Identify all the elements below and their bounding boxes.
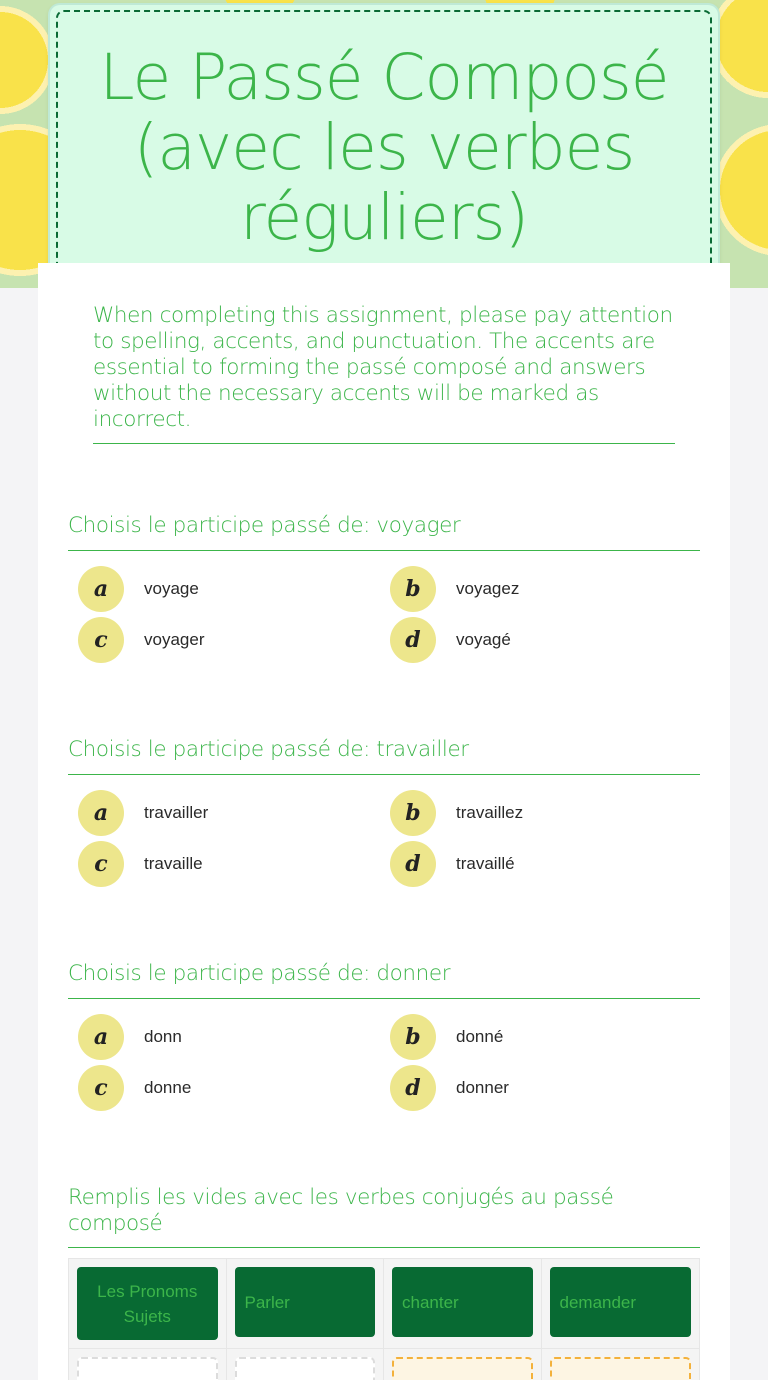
options-group: [68, 790, 700, 900]
worksheet-content: [38, 263, 730, 1380]
question-2: [68, 737, 700, 900]
option-label: voyagé: [456, 630, 511, 649]
option-label: travaillez: [456, 803, 524, 822]
option-letter-badge: c: [78, 1065, 124, 1111]
fill-in-title: Remplis les vides avec les verbes conjugés au passé composé: [68, 1185, 614, 1236]
option-label: donne: [144, 1078, 192, 1097]
option-c[interactable]: [68, 841, 368, 887]
answer-input[interactable]: [235, 1357, 376, 1380]
option-letter-badge: b: [390, 566, 436, 612]
options-group: [68, 1014, 700, 1124]
option-c[interactable]: [68, 1065, 368, 1111]
question-3: [68, 961, 700, 1124]
table-header-cell: [384, 1259, 542, 1349]
header-banner: [0, 0, 768, 288]
answer-input[interactable]: [550, 1357, 692, 1380]
option-label: donner: [456, 1078, 509, 1097]
option-label: donné: [456, 1027, 504, 1046]
option-letter-badge: c: [78, 617, 124, 663]
option-a[interactable]: [68, 1014, 368, 1060]
table-header-cell: [227, 1259, 385, 1349]
option-letter-badge: d: [390, 617, 436, 663]
option-b[interactable]: [380, 1014, 680, 1060]
option-letter-badge: d: [390, 841, 436, 887]
table-header-cell: [69, 1259, 227, 1349]
fill-in-section: [68, 1185, 700, 1380]
options-group: [68, 566, 700, 676]
option-letter-badge: b: [390, 790, 436, 836]
table-cell: [384, 1349, 542, 1380]
option-letter-badge: c: [78, 841, 124, 887]
header-demander: demander: [550, 1267, 692, 1337]
page-title: Le Passé Composé (avec les verbes réguliers): [99, 41, 669, 254]
option-label: travaille: [144, 854, 203, 873]
question-title: Choisis le participe passé de: voyager: [68, 513, 700, 551]
title-card: [50, 5, 718, 285]
option-d[interactable]: [380, 617, 680, 663]
question-title: Choisis le participe passé de: donner: [68, 961, 700, 999]
option-a[interactable]: [68, 566, 368, 612]
answer-input[interactable]: [392, 1357, 533, 1380]
conjugation-table: [68, 1258, 700, 1380]
divider: [93, 443, 675, 444]
option-letter-badge: a: [78, 790, 124, 836]
header-chanter: chanter: [392, 1267, 533, 1337]
answer-input[interactable]: [77, 1357, 218, 1380]
option-b[interactable]: [380, 790, 680, 836]
option-letter-badge: d: [390, 1065, 436, 1111]
question-title: Choisis le participe passé de: travailler: [68, 737, 700, 775]
table-cell: [227, 1349, 385, 1380]
option-letter-badge: a: [78, 1014, 124, 1060]
option-a[interactable]: [68, 790, 368, 836]
option-label: travaillé: [456, 854, 515, 873]
table-header-cell: [542, 1259, 700, 1349]
option-b[interactable]: [380, 566, 680, 612]
option-letter-badge: a: [78, 566, 124, 612]
table-cell: [542, 1349, 700, 1380]
option-d[interactable]: [380, 841, 680, 887]
table-cell: [69, 1349, 227, 1380]
question-1: [68, 513, 700, 676]
option-label: voyage: [144, 579, 199, 598]
option-d[interactable]: [380, 1065, 680, 1111]
option-c[interactable]: [68, 617, 368, 663]
header-pronouns: Les Pronoms Sujets: [77, 1267, 218, 1340]
header-parler: Parler: [235, 1267, 376, 1337]
option-label: donn: [144, 1027, 182, 1046]
option-label: voyagez: [456, 579, 520, 598]
option-label: travailler: [144, 803, 209, 822]
divider: [68, 1247, 700, 1248]
instructions-text: When completing this assignment, please pay attention to spelling, accents, and punctuation. The accents are essential to forming the passé composé and answers without the necessary accents will be marked as incorrect.: [93, 303, 673, 432]
option-letter-badge: b: [390, 1014, 436, 1060]
option-label: voyager: [144, 630, 205, 649]
